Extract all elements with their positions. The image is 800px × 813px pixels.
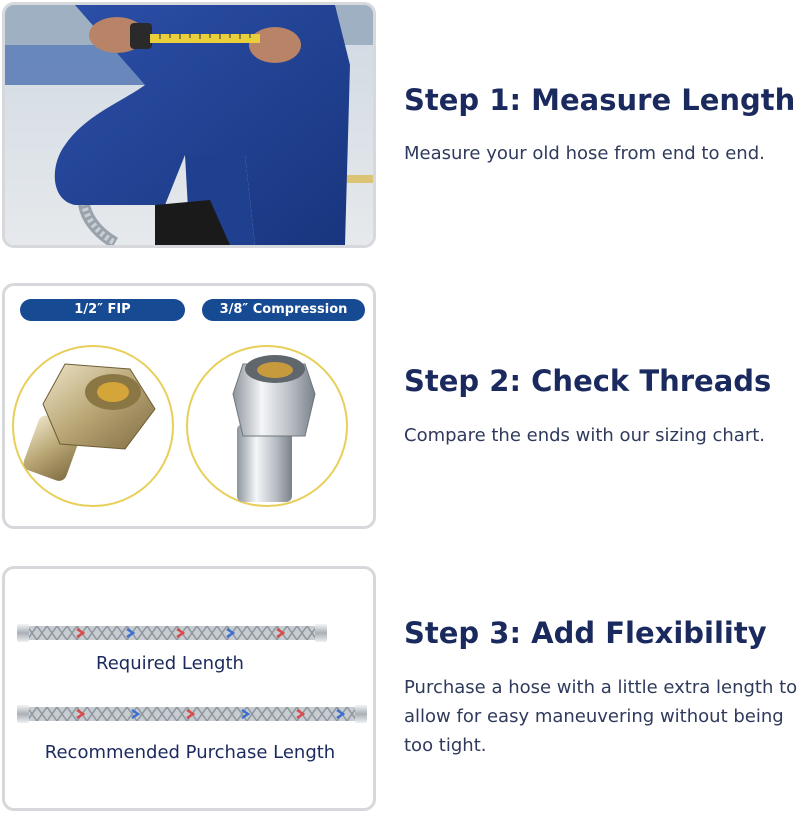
step-2-description: Compare the ends with our sizing chart. [404,425,765,446]
step-1-title: Step 1: Measure Length [404,83,796,117]
recommended-length-label: Recommended Purchase Length [44,742,336,763]
required-length-label: Required Length [96,653,244,674]
add-flexibility-image-card [2,566,376,811]
recommended-length-hose [17,703,367,725]
fitting-comparison-illustration [5,324,373,526]
worker-measuring-hose-photo [5,5,373,245]
fip-fitting-label: 1/2″ FIP [20,299,185,321]
step-1-description: Measure your old hose from end to end. [404,143,765,164]
step-2-title: Step 2: Check Threads [404,364,772,398]
required-length-hose [17,622,327,644]
measure-length-image-card [2,2,376,248]
step-3-title: Step 3: Add Flexibility [404,616,767,650]
compression-fitting-label: 3/8″ Compression [202,299,365,321]
check-threads-image-card [2,283,376,529]
step-3-description: Purchase a hose with a little extra length to allow for easy maneuvering without being too tight. [404,677,798,756]
